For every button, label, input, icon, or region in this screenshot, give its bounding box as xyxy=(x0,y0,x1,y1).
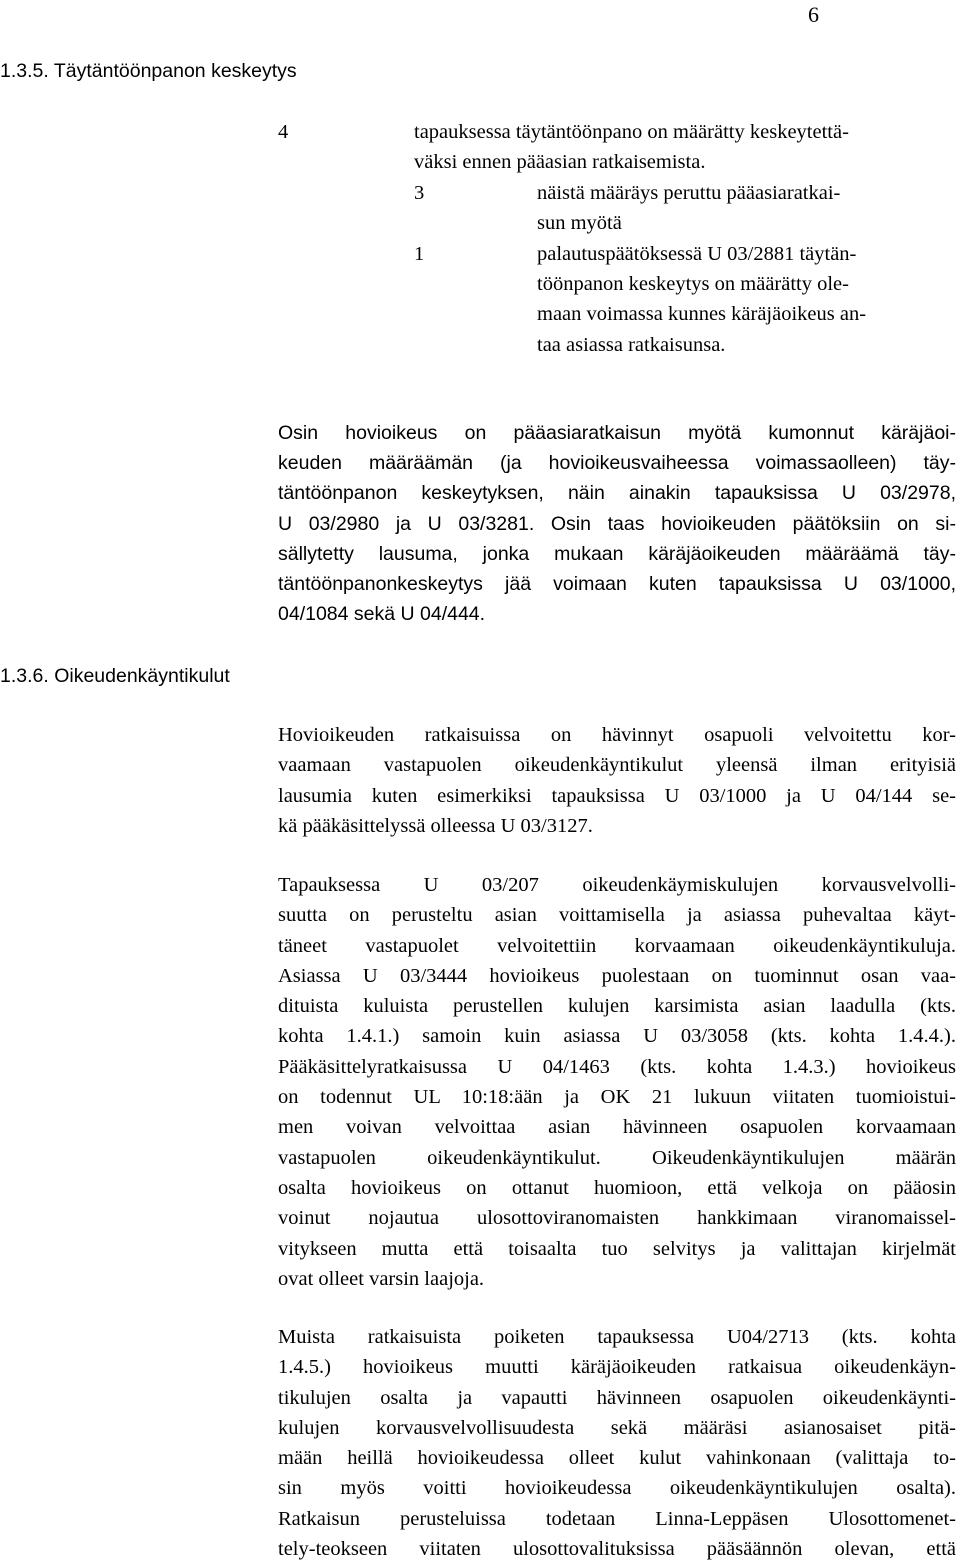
paragraph-line: Muista ratkaisuista poiketen tapauksessa U04/2713 (kts. kohta xyxy=(278,1326,956,1348)
paragraph-line: suutta on perusteltu asian voittamisella ja asiassa puhevaltaa käyt- xyxy=(278,904,956,927)
paragraph-line: tely-teokseen viitaten ulosottovalituksissa pääsäännön olevan, että xyxy=(278,1538,956,1561)
paragraph-line: 04/1084 sekä U 04/444. xyxy=(278,603,486,626)
paragraph-line: vaamaan vastapuolen oikeudenkäyntikulut yleensä ilman erityisiä xyxy=(278,754,956,777)
paragraph-line: 1.4.5.) hovioikeus muutti käräjäoikeuden ratkaisua oikeudenkäyn- xyxy=(278,1356,956,1379)
paragraph-line: sin myös voitti hovioikeudessa oikeudenkäyntikulujen osalta). xyxy=(278,1477,956,1500)
paragraph-costs-exception xyxy=(278,1322,956,1564)
paragraph-line: Osin hovioikeus on pääasiaratkaisun myötä kumonnut käräjäoi- xyxy=(278,422,956,444)
paragraph-line: Ratkaisun perusteluissa todetaan Linna-Leppäsen Ulosottomenet- xyxy=(278,1507,956,1530)
stat-sub2-line-3: maan voimassa kunnes käräjäoikeus an- xyxy=(537,303,867,325)
paragraph-line: men voivan velvoittaa asian hävinneen osapuolen korvaamaan xyxy=(278,1116,956,1139)
paragraph-line: osalta hovioikeus on ottanut huomioon, että velkoja on pääosin xyxy=(278,1176,956,1199)
paragraph-costs-general xyxy=(278,720,956,841)
page-number: 6 xyxy=(808,2,819,27)
stat-sub1-line-1: näistä määräys peruttu pääasiaratkai- xyxy=(537,182,841,204)
stat-total-line-2: väksi ennen pääasian ratkaisemista. xyxy=(414,151,706,173)
paragraph-line: täntöönpanon keskeytyksen, näin ainakin tapauksissa U 03/2978, xyxy=(278,482,956,505)
section-heading-1-3-6: 1.3.6. Oikeudenkäyntikulut xyxy=(0,665,230,687)
paragraph-line: kulujen korvausvelvollisuudesta sekä määräsi asianosaiset pitä- xyxy=(278,1416,956,1439)
paragraph-line: U 03/2980 ja U 03/3281. Osin taas hovioikeuden päätöksiin on si- xyxy=(278,512,956,535)
paragraph-line: kä pääkäsittelyssä olleessa U 03/3127. xyxy=(278,814,593,837)
paragraph-line: kohta 1.4.1.) samoin kuin asiassa U 03/3058 (kts. kohta 1.4.4.). xyxy=(278,1025,956,1048)
stat-sub1-line-2: sun myötä xyxy=(537,212,622,234)
stat-total-count: 4 xyxy=(278,121,289,143)
paragraph-costs-cases xyxy=(278,870,956,1294)
paragraph-line: Pääkäsittelyratkaisussa U 04/1463 (kts. kohta 1.4.3.) hovioikeus xyxy=(278,1055,956,1078)
stat-sub1-count: 3 xyxy=(414,182,425,204)
paragraph-line: keuden määräämän (ja hovioikeusvaiheessa voimassaolleen) täy- xyxy=(278,452,956,475)
paragraph-line: tikulujen osalta ja vapautti hävinneen osapuolen oikeudenkäynti- xyxy=(278,1386,956,1409)
paragraph-line: voinut nojautua ulosottoviranomaisten hankkimaan viranomaissel- xyxy=(278,1207,956,1230)
paragraph-line: ovat olleet varsin laajoja. xyxy=(278,1267,485,1290)
stat-sub2-line-1: palautuspäätöksessä U 03/2881 täytän- xyxy=(537,243,857,265)
paragraph-enforcement-outcome xyxy=(278,418,956,629)
paragraph-line: on todennut UL 10:18:ään ja OK 21 lukuun viitaten tuomioistui- xyxy=(278,1086,956,1109)
stat-total-line-1: tapauksessa täytäntöönpano on määrätty keskeytettä- xyxy=(414,121,849,143)
paragraph-line: täntöönpanonkeskeytys jää voimaan kuten tapauksissa U 03/1000, xyxy=(278,573,956,596)
paragraph-line: Tapauksessa U 03/207 oikeudenkäymiskulujen korvausvelvolli- xyxy=(278,874,956,896)
stat-sub2-line-2: töönpanon keskeytys on määrätty ole- xyxy=(537,273,849,295)
stat-sub2-count: 1 xyxy=(414,243,425,265)
paragraph-line: sällytetty lausuma, jonka mukaan käräjäoikeuden määräämä täy- xyxy=(278,542,956,565)
stat-sub2-line-4: taa asiassa ratkaisunsa. xyxy=(537,334,726,356)
section-heading-1-3-5: 1.3.5. Täytäntöönpanon keskeytys xyxy=(0,60,297,82)
paragraph-line: vitykseen mutta että toisaalta tuo selvitys ja valittajan kirjelmät xyxy=(278,1237,956,1260)
paragraph-line: vastapuolen oikeudenkäyntikulut. Oikeudenkäyntikulujen määrän xyxy=(278,1146,956,1169)
paragraph-line: mään heillä hovioikeudessa olleet kulut vahinkonaan (valittaja to- xyxy=(278,1447,956,1470)
paragraph-line: täneet vastapuolet velvoitettiin korvaamaan oikeudenkäyntikuluja. xyxy=(278,934,956,957)
paragraph-line: lausumia kuten esimerkiksi tapauksissa U 03/1000 ja U 04/144 se- xyxy=(278,784,956,807)
paragraph-line: dituista kuluista perustellen kulujen karsimista asian laadulla (kts. xyxy=(278,995,956,1018)
paragraph-line: Asiassa U 03/3444 hovioikeus puolestaan on tuominnut osan vaa- xyxy=(278,964,956,987)
paragraph-line: Hovioikeuden ratkaisuissa on hävinnyt osapuoli velvoitettu kor- xyxy=(278,724,956,746)
